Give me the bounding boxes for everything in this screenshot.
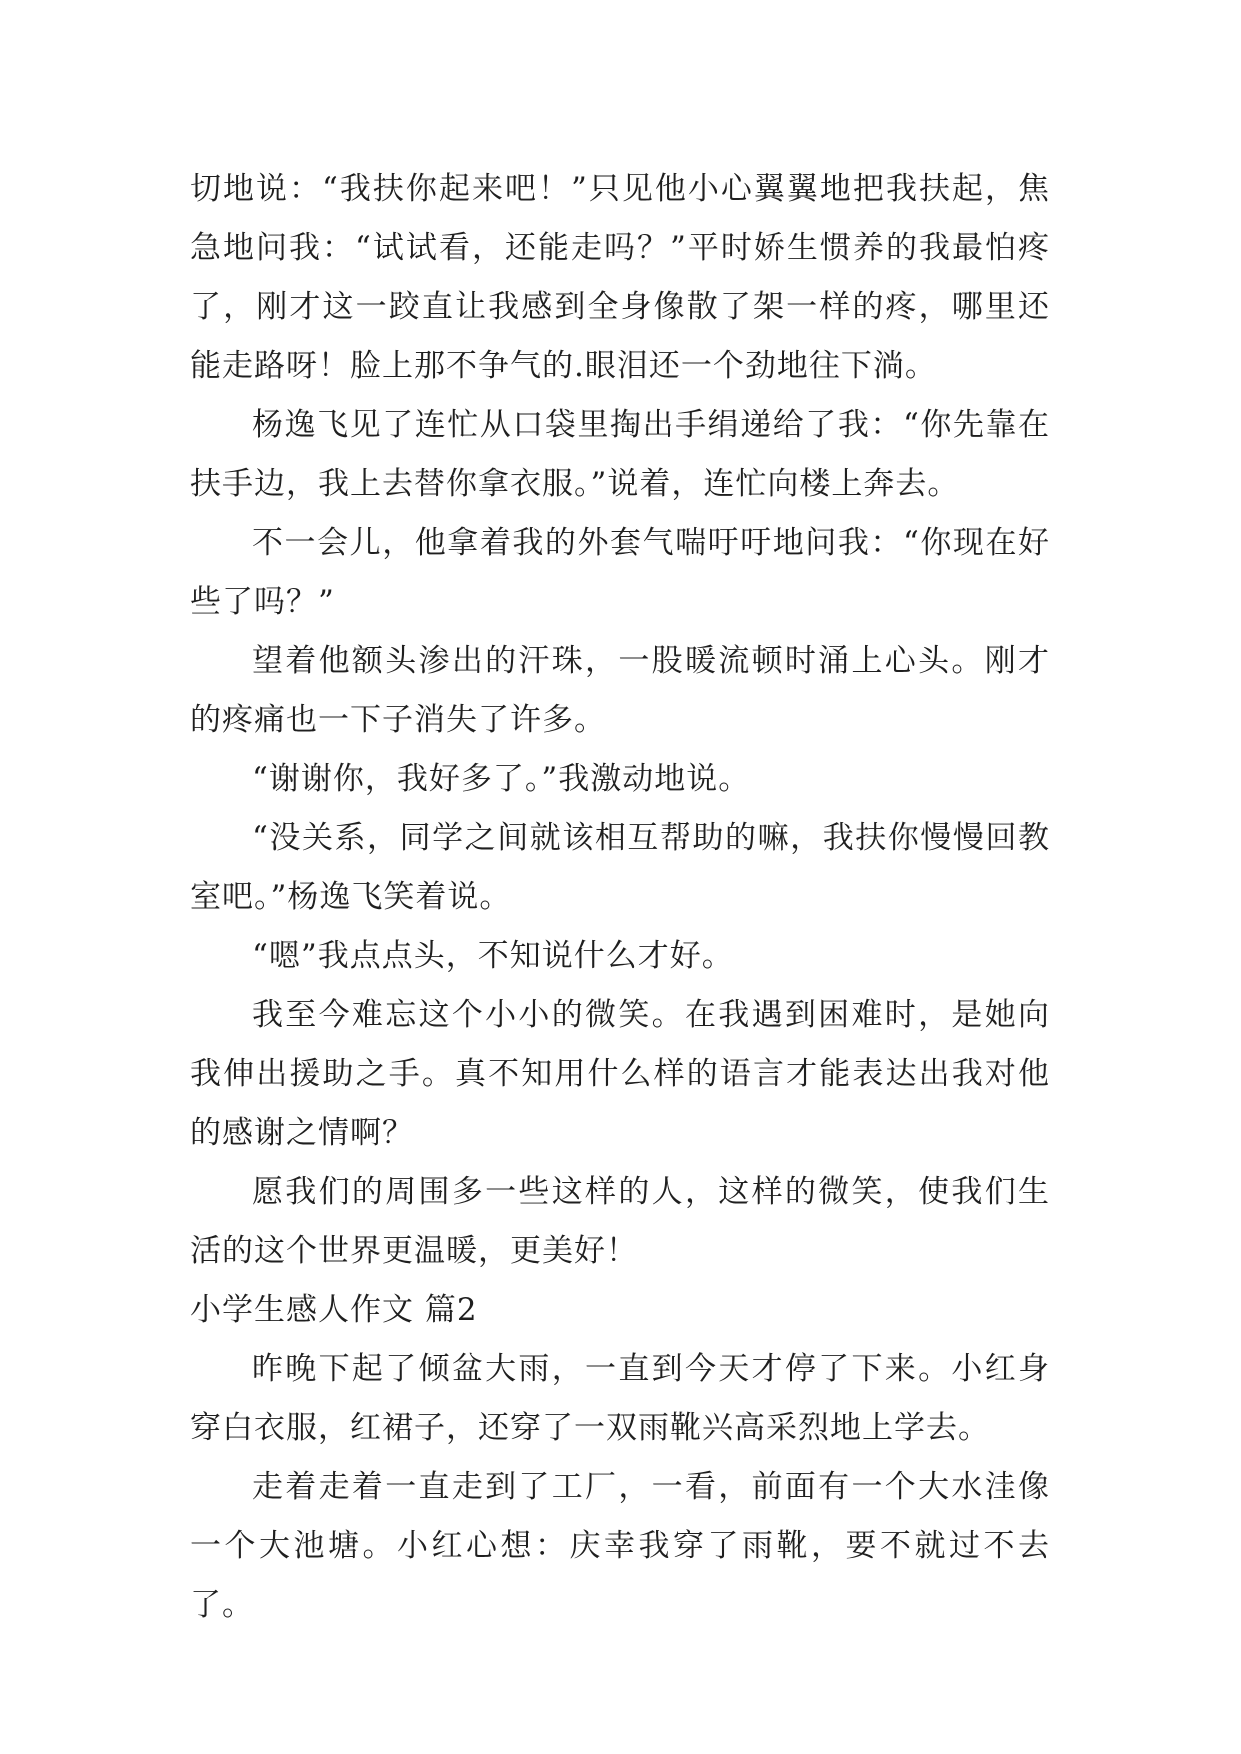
paragraph: 走着走着一直走到了工厂，一看，前面有一个大水洼像一个大池塘。小红心想：庆幸我穿了雨靴，要不就过不去了。: [190, 1469, 1050, 1623]
paragraph: 我至今难忘这个小小的微笑。在我遇到困难时，是她向我伸出援助之手。真不知用什么样的语言才能表达出我对他的感谢之情啊？: [190, 997, 1050, 1151]
section-heading: 小学生感人作文 篇2: [190, 1292, 478, 1328]
paragraph: 愿我们的周围多一些这样的人，这样的微笑，使我们生活的这个世界更温暖，更美好！: [190, 1174, 1050, 1269]
paragraph: “没关系，同学之间就该相互帮助的嘛，我扶你慢慢回教室吧。”杨逸飞笑着说。: [190, 820, 1050, 915]
paragraph: 不一会儿，他拿着我的外套气喘吁吁地问我：“你现在好些了吗？”: [190, 525, 1050, 620]
paragraph: “谢谢你，我好多了。”我激动地说。: [252, 761, 751, 797]
paragraph: 切地说：“我扶你起来吧！”只见他小心翼翼地把我扶起，焦急地问我：“试试看，还能走吗？”平时娇生惯养的我最怕疼了，刚才这一跤直让我感到全身像散了架一样的疼，哪里还能走路呀！脸上那不争气的.眼泪还一个劲地往下淌。: [190, 171, 1050, 384]
paragraph: 昨晚下起了倾盆大雨，一直到今天才停了下来。小红身穿白衣服，红裙子，还穿了一双雨靴兴高采烈地上学去。: [190, 1351, 1050, 1446]
document-body: [190, 160, 1050, 1635]
paragraph: “嗯”我点点头，不知说什么才好。: [252, 938, 734, 974]
paragraph: 杨逸飞见了连忙从口袋里掏出手绢递给了我：“你先靠在扶手边，我上去替你拿衣服。”说着，连忙向楼上奔去。: [190, 407, 1050, 502]
paragraph: 望着他额头渗出的汗珠，一股暖流顿时涌上心头。刚才的疼痛也一下子消失了许多。: [190, 643, 1050, 738]
